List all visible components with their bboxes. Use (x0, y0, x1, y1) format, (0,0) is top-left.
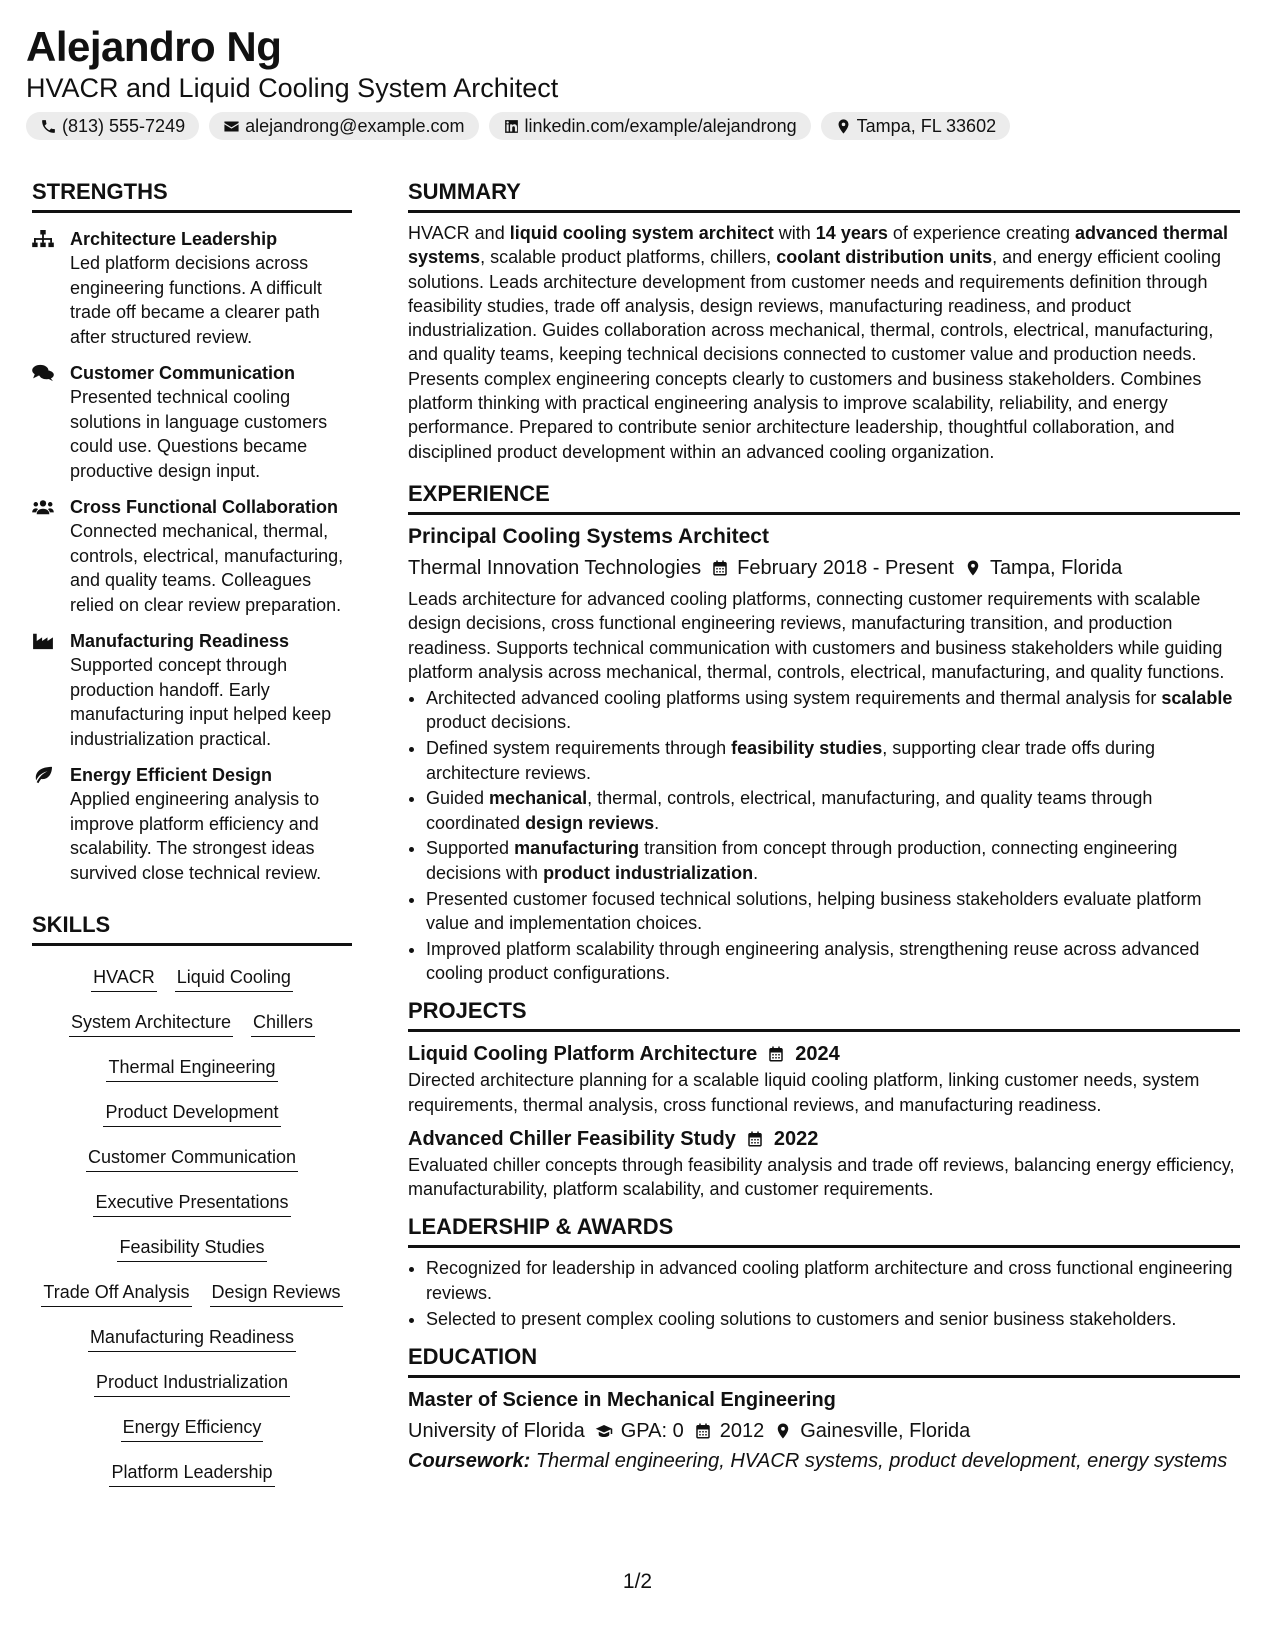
linkedin-icon (503, 118, 520, 135)
job-bullets (408, 686, 1240, 985)
job-bullet (426, 686, 1240, 735)
bullet-text: Architected advanced cooling platforms using system requirements and thermal analysis for (426, 688, 1162, 709)
calendar-icon (694, 1422, 712, 1440)
location-icon (964, 559, 982, 577)
company-name: Thermal Innovation Technologies (408, 556, 702, 579)
leaf-icon (32, 766, 54, 784)
summary-segment: HVACR and (408, 223, 510, 243)
skill-tag: Executive Presentations (93, 1191, 290, 1217)
skill-tag: System Architecture (69, 1011, 233, 1037)
phone-text: (813) 555-7249 (62, 115, 186, 136)
skill-row (103, 1091, 280, 1136)
resume-header (26, 22, 1246, 140)
job-title: Principal Cooling Systems Architect (408, 524, 769, 548)
strength-desc: Supported concept through production handoff. Early manufacturing input helped keep industrialization practical. (70, 655, 332, 749)
strength-item (32, 763, 352, 885)
summary-segment-bold: advanced thermal systems (408, 223, 1229, 268)
job-dates (711, 555, 954, 581)
skill-tag: Product Development (103, 1101, 280, 1127)
email-icon (223, 118, 240, 135)
strength-title: Customer Communication (70, 363, 296, 383)
calendar-icon (746, 1130, 764, 1148)
users-icon (32, 498, 54, 516)
bullet-text: transition from concept through production, connecting engineering decisions with (426, 838, 1178, 883)
bullet-bold: feasibility studies (731, 738, 883, 759)
bullet-bold: manufacturing (514, 838, 640, 859)
coursework-label: Coursework: (408, 1449, 531, 1472)
gpa-text: GPA: 0 (620, 1419, 684, 1442)
linkedin-text: linkedin.com/example/alejandrong (524, 115, 797, 136)
summary-segment-bold: 14 years (815, 223, 888, 243)
bullet-bold: product industrialization (543, 862, 754, 883)
calendar-icon (767, 1045, 785, 1063)
job-description: Leads architecture for advanced cooling platforms, connecting customer requirements with scalable design decisions, cross functional engineering reviews, manufacturing transition, and production readiness. Supports technical communication with customers and business stakeholders while guiding platform analysis across mechanical, thermal, controls, electrical, manufacturing, and quality functions. (408, 588, 1225, 682)
skill-row (93, 1181, 290, 1226)
leadership-bullets (408, 1256, 1240, 1330)
bullet-text: , supporting clear trade offs during architecture reviews. (426, 738, 1156, 783)
project-desc: Evaluated chiller concepts through feasibility analysis and trade off reviews, balancing energy efficiency, manufacturability, platform scalability, and customer requirements. (408, 1154, 1235, 1200)
skills-heading: SKILLS (32, 911, 352, 946)
strength-item (32, 361, 352, 483)
summary-text (408, 221, 1240, 464)
bullet-text: . (753, 862, 759, 883)
strength-title: Cross Functional Collaboration (70, 497, 339, 517)
strengths-list (32, 227, 352, 885)
projects-section (408, 997, 1240, 1201)
education-location (774, 1418, 970, 1444)
coursework (408, 1448, 1240, 1474)
skill-tag: Design Reviews (210, 1281, 343, 1307)
strength-title: Manufacturing Readiness (70, 631, 290, 651)
skill-row (91, 956, 293, 1001)
contact-bar (26, 112, 1246, 140)
skill-row (41, 1271, 342, 1316)
comments-icon (32, 364, 54, 382)
education-meta (408, 1418, 1240, 1444)
bullet-text: , thermal, controls, electrical, manufacturing, and quality teams through coordinated (426, 788, 1153, 833)
skill-row (69, 1001, 315, 1046)
location-icon (774, 1422, 792, 1440)
skill-tag: Product Industrialization (94, 1371, 290, 1397)
project-name: Advanced Chiller Feasibility Study (408, 1127, 736, 1150)
degree-title: Master of Science in Mechanical Engineering (408, 1388, 836, 1411)
leadership-bullet: • Recognized for leadership in advanced cooling platform architecture and cross functional engineering reviews. (426, 1256, 1240, 1305)
school-name: University of Florida (408, 1419, 585, 1442)
job-bullet (426, 836, 1240, 885)
bullet-bold: design reviews (525, 812, 655, 833)
skill-tag: Customer Communication (86, 1146, 298, 1172)
skill-tag: Chillers (251, 1011, 315, 1037)
strength-item (32, 629, 352, 751)
skill-row (86, 1136, 298, 1181)
strength-desc: Connected mechanical, thermal, controls, electrical, manufacturing, and quality teams. Colleagues relied on clear review preparation. (70, 521, 344, 615)
summary-segment: with (773, 223, 816, 243)
skill-tag: Platform Leadership (109, 1461, 274, 1487)
skill-row (117, 1226, 266, 1271)
bullet-text: . (654, 812, 660, 833)
left-column (32, 178, 352, 1496)
phone-icon (40, 118, 57, 135)
summary-segment-bold: coolant distribution units (776, 247, 993, 268)
sitemap-icon (32, 230, 54, 248)
job-bullet (426, 937, 1240, 986)
project-year: 2024 (795, 1043, 840, 1066)
project-title (408, 1040, 1240, 1068)
right-column (408, 178, 1240, 1474)
strengths-heading: STRENGTHS (32, 178, 352, 213)
bullet-text: Defined system requirements through (426, 738, 732, 759)
strength-item (32, 227, 352, 349)
job-location-text: Tampa, Florida (989, 556, 1123, 579)
bullet-text: Presented customer focused technical solutions, helping business stakeholders evaluate platform value and implementation choices. (426, 888, 1202, 933)
strength-item (32, 495, 352, 617)
contact-location (821, 112, 1010, 140)
job-location (964, 555, 1122, 581)
strength-desc: Applied engineering analysis to improve platform efficiency and scalability. The strongest ideas survived close technical review. (70, 789, 322, 883)
experience-entry (408, 523, 1240, 985)
skill-row (121, 1406, 264, 1451)
strength-desc: Led platform decisions across engineering functions. A difficult trade off became a clearer path after structured review. (70, 253, 322, 347)
calendar-icon (711, 559, 729, 577)
summary-segment-bold: liquid cooling system architect (509, 223, 774, 243)
coursework-text: Thermal engineering, HVACR systems, product development, energy systems (535, 1449, 1228, 1472)
leadership-section (408, 1213, 1240, 1330)
leadership-bullet: • Selected to present complex cooling solutions to customers and senior business stakeholders. (426, 1307, 1240, 1331)
contact-phone[interactable] (26, 112, 199, 140)
skill-tag: Manufacturing Readiness (88, 1326, 296, 1352)
skill-tag: Energy Efficiency (121, 1416, 264, 1442)
skills-list (32, 956, 352, 1496)
job-bullet (426, 786, 1240, 835)
summary-heading: SUMMARY (408, 178, 1240, 213)
skill-row (88, 1316, 296, 1361)
project-title (408, 1125, 1240, 1153)
graduation-cap-icon (595, 1422, 613, 1440)
bullet-text: Guided (426, 788, 490, 809)
skill-row (109, 1451, 274, 1496)
email-text: alejandrong@example.com (245, 115, 465, 136)
skill-tag: Feasibility Studies (117, 1236, 266, 1262)
skill-tag: Trade Off Analysis (41, 1281, 191, 1307)
strength-desc: Presented technical cooling solutions in language customers could use. Questions became productive design input. (70, 387, 328, 481)
education-section (408, 1343, 1240, 1474)
summary-segment: , scalable product platforms, chillers, (480, 247, 777, 268)
education-heading: EDUCATION (408, 1343, 1240, 1378)
bullet-text: Supported (426, 838, 515, 859)
location-icon (835, 118, 852, 135)
bullet-text: Improved platform scalability through engineering analysis, strengthening reuse across advanced cooling product configurations. (426, 938, 1200, 983)
summary-segment: , and energy efficient cooling solutions. Leads architecture development from customer needs and requirements definition through feasibility studies, trade off analysis, design reviews, manufacturing readiness, and product industrialization. Guides collaboration across mechanical, thermal, controls, electrical, manufacturing, and quality teams, keeping technical decisions connected to customer value and production needs. Presents complex engineering concepts clearly to customers and business stakeholders. Combines platform thinking with practical engineering analysis to improve scalability, reliability, and energy performance. Prepared to contribute senior architecture leadership, thoughtful collaboration, and disciplined product development within an advanced cooling organization. (408, 247, 1221, 462)
bullet-bold: mechanical (489, 788, 588, 809)
education-location-text: Gainesville, Florida (800, 1419, 971, 1442)
year-text: 2012 (719, 1419, 765, 1442)
job-meta (408, 555, 1240, 581)
strength-title: Architecture Leadership (70, 229, 278, 249)
skill-row (94, 1361, 290, 1406)
contact-linkedin[interactable] (489, 112, 811, 140)
skill-tag: Thermal Engineering (106, 1056, 277, 1082)
job-bullet (426, 736, 1240, 785)
candidate-title: HVACR and Liquid Cooling System Architect (26, 73, 559, 103)
skill-tag: Liquid Cooling (175, 966, 293, 992)
education-year (694, 1418, 765, 1444)
skill-tag: HVACR (91, 966, 157, 992)
project-year: 2022 (773, 1127, 819, 1150)
bullet-bold: scalable (1161, 688, 1233, 709)
job-bullet (426, 887, 1240, 936)
job-dates-text: February 2018 - Present (737, 556, 954, 579)
bullet-text: product decisions. (426, 712, 572, 733)
projects-heading: PROJECTS (408, 997, 1240, 1032)
page-number: 1/2 (622, 1570, 653, 1593)
summary-segment: of experience creating (887, 223, 1075, 243)
skill-row (106, 1046, 277, 1091)
location-text: Tampa, FL 33602 (856, 115, 997, 136)
experience-heading: EXPERIENCE (408, 480, 1240, 515)
leadership-heading: LEADERSHIP & AWARDS (408, 1213, 1240, 1248)
strength-title: Energy Efficient Design (70, 765, 273, 785)
industry-icon (32, 632, 54, 650)
contact-email[interactable] (209, 112, 478, 140)
education-gpa (595, 1418, 684, 1444)
project-name: Liquid Cooling Platform Architecture (408, 1043, 758, 1066)
candidate-name: Alejandro Ng (26, 23, 282, 70)
project-desc: Directed architecture planning for a scalable liquid cooling platform, linking customer needs, system requirements, thermal analysis, cross functional reviews, and manufacturing readiness. (408, 1070, 1200, 1115)
